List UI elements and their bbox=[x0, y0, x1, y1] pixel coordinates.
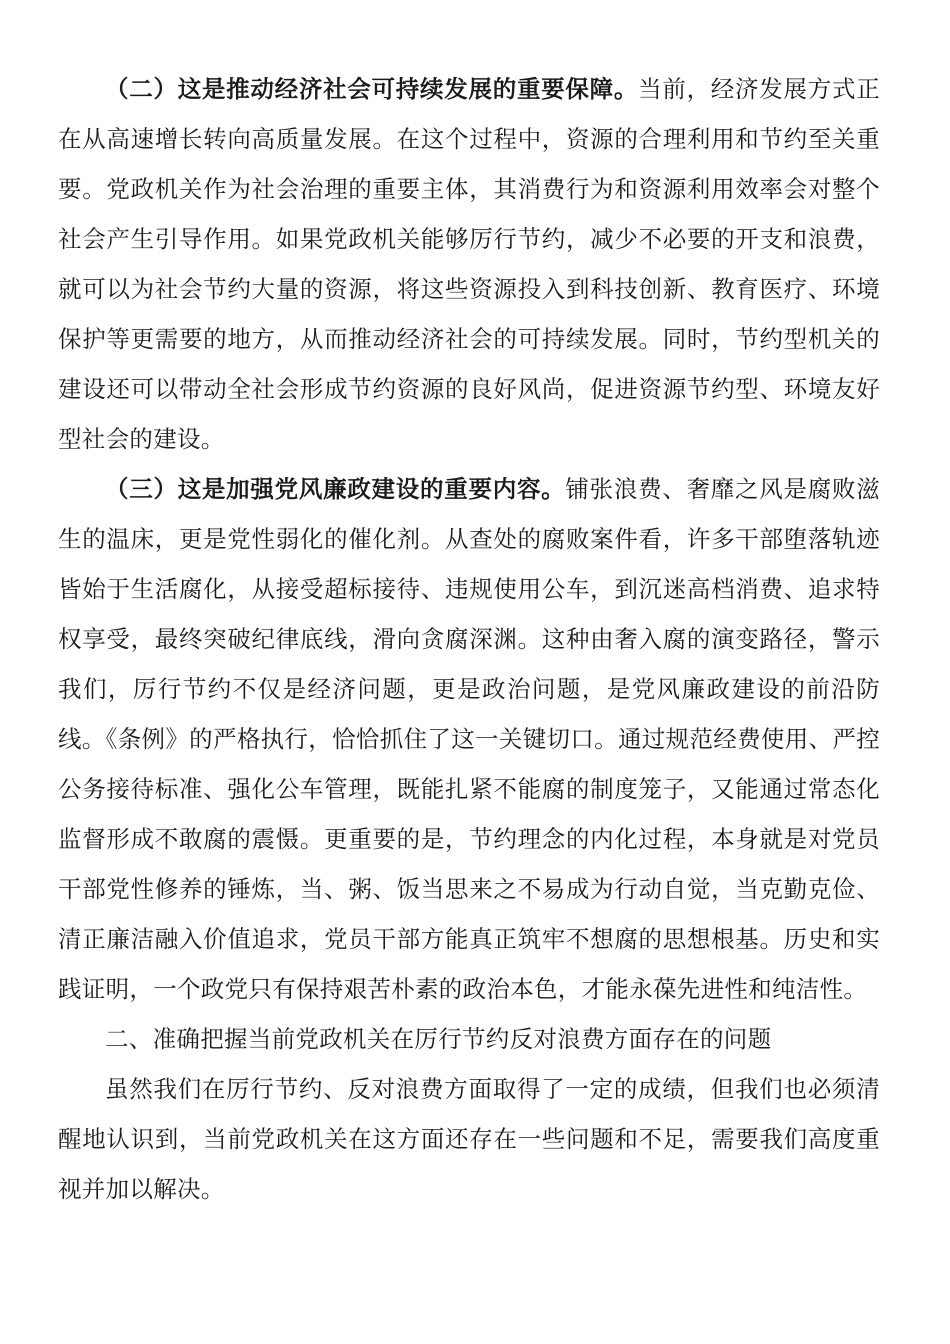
section-heading: 二、准确把握当前党政机关在厉行节约反对浪费方面存在的问题 bbox=[105, 1025, 772, 1053]
paragraph-party-integrity bbox=[58, 464, 880, 1014]
paragraph-existing-problems bbox=[58, 1064, 880, 1214]
paragraph-body: 当前，经济发展方式正在从高速增长转向高质量发展。在这个过程中，资源的合理利用和节约至关重要。党政机关作为社会治理的重要主体，其消费行为和资源利用效率会对整个社会产生引导作用。如果党政机关能够厉行节约，减少不必要的开支和浪费，就可以为社会节约大量的资源，将这些资源投入到科技创新、教育医疗、环境保护等更需要的地方，从而推动经济社会的可持续发展。同时，节约型机关的建设还可以带动全社会形成节约资源的良好风尚，促进资源节约型、环境友好型社会的建设。 bbox=[58, 75, 880, 453]
paragraph-lead-bold: （二）这是推动经济社会可持续发展的重要保障。 bbox=[105, 75, 639, 103]
paragraph-lead-bold: （三）这是加强党风廉政建设的重要内容。 bbox=[105, 475, 566, 503]
document-page bbox=[58, 64, 880, 1214]
paragraph-sustainable-development bbox=[58, 64, 880, 464]
paragraph-body: 虽然我们在厉行节约、反对浪费方面取得了一定的成绩，但我们也必须清醒地认识到，当前党政机关在这方面还存在一些问题和不足，需要我们高度重视并加以解决。 bbox=[58, 1075, 880, 1203]
paragraph-body: 铺张浪费、奢靡之风是腐败滋生的温床，更是党性弱化的催化剂。从查处的腐败案件看，许多干部堕落轨迹皆始于生活腐化，从接受超标接待、违规使用公车，到沉迷高档消费、追求特权享受，最终突破纪律底线，滑向贪腐深渊。这种由奢入腐的演变路径，警示我们，厉行节约不仅是经济问题，更是政治问题，是党风廉政建设的前沿防线。《条例》的严格执行，恰恰抓住了这一关键切口。通过规范经费使用、严控公务接待标准、强化公车管理，既能扎紧不能腐的制度笼子，又能通过常态化监督形成不敢腐的震慑。更重要的是，节约理念的内化过程，本身就是对党员干部党性修养的锤炼，当、粥、饭当思来之不易成为行动自觉，当克勤克俭、清正廉洁融入价值追求，党员干部方能真正筑牢不想腐的思想根基。历史和实践证明，一个政党只有保持艰苦朴素的政治本色，才能永葆先进性和纯洁性。 bbox=[58, 475, 880, 1003]
